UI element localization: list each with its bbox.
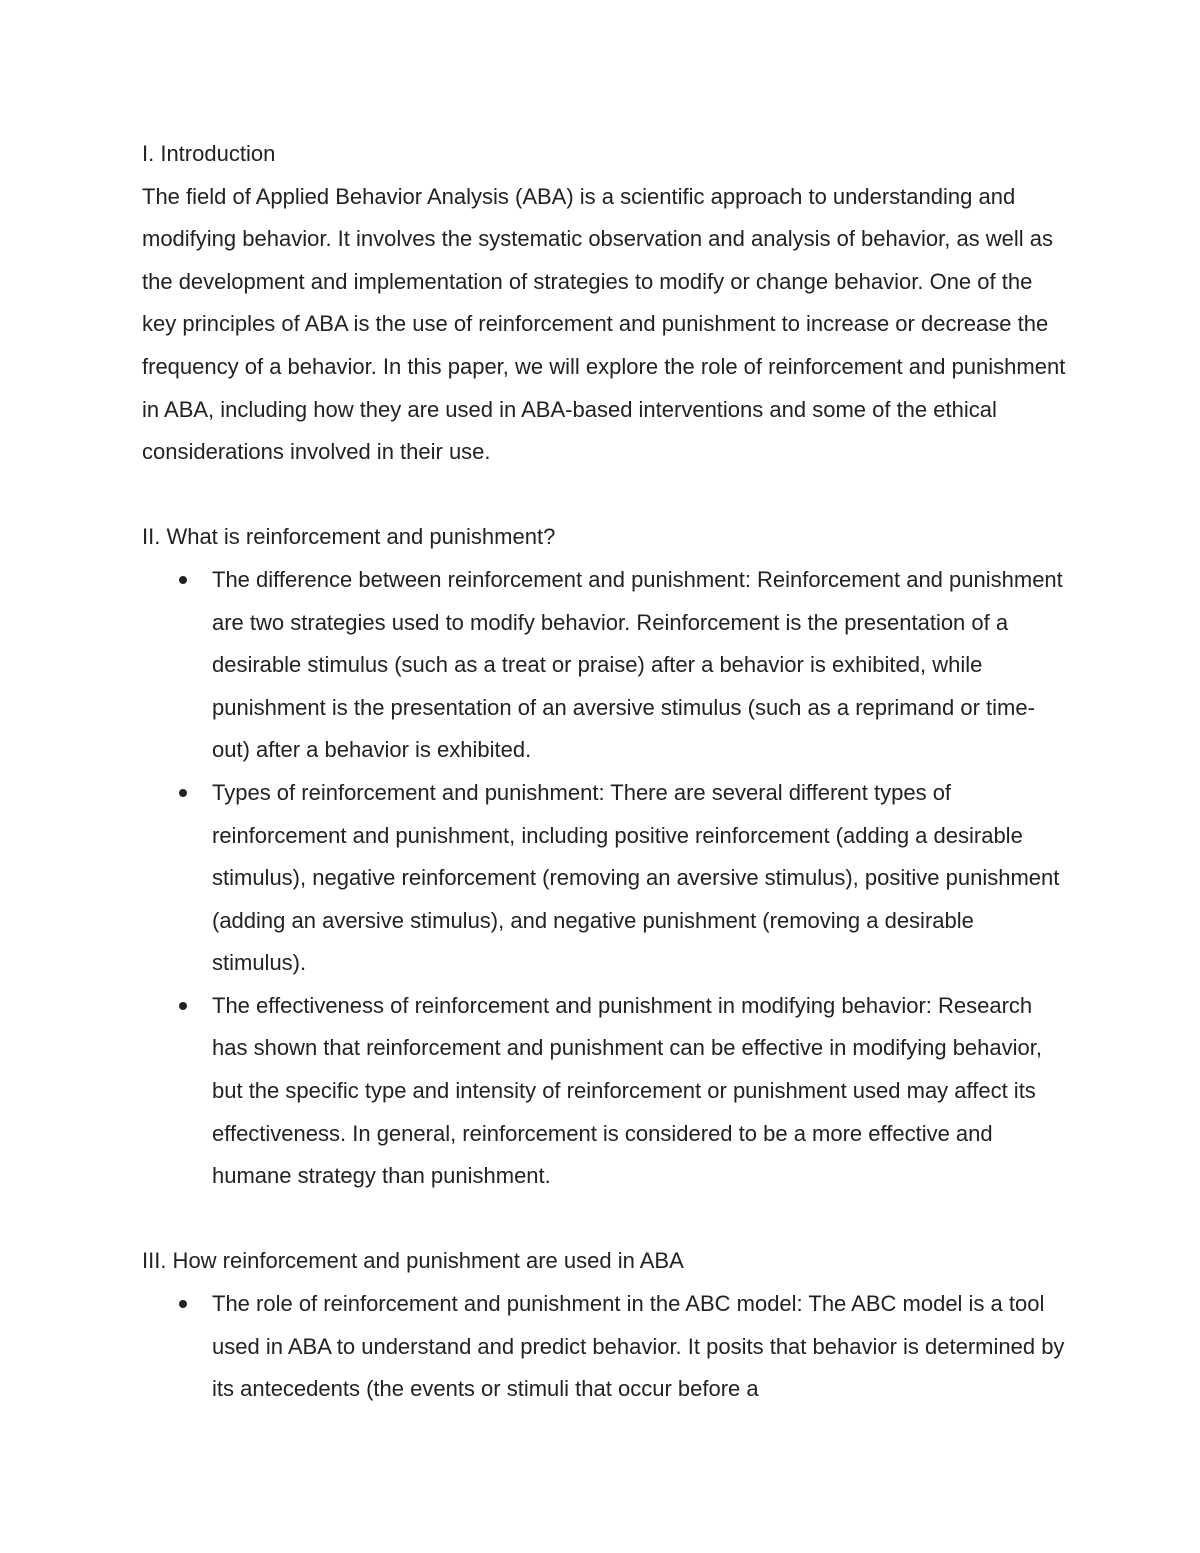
bullet-icon: [179, 1300, 187, 1308]
section-introduction: [142, 133, 1067, 474]
list-item-text: Types of reinforcement and punishment: There are several different types of reinforcement and punishment, including positive reinforcement (adding a desirable stimulus), negative reinforcement (removing an aversive stimulus), positive punishment (adding an aversive stimulus), and negative punishment (removing a desirable stimulus).: [212, 779, 1060, 976]
list-item: [142, 559, 1067, 772]
list-item-text: The difference between reinforcement and punishment: Reinforcement and punishment are two strategies used to modify behavior. Reinforcement is the presentation of a desirable stimulus (such as a treat or praise) after a behavior is exhibited, while punishment is the presentation of an aversive stimulus (such as a reprimand or time-out) after a behavior is exhibited.: [212, 566, 1063, 763]
section-heading: I. Introduction: [142, 141, 276, 166]
section-heading: II. What is reinforcement and punishment?: [142, 524, 556, 550]
bullet-icon: [179, 1002, 187, 1010]
bullet-list: [142, 1283, 1067, 1411]
list-item-text: The role of reinforcement and punishment in the ABC model: The ABC model is a tool used in ABA to understand and predict behavior. It posits that behavior is determined by its antecedents (the events or stimuli that occur before a: [212, 1291, 1065, 1402]
list-item: [142, 772, 1067, 985]
document-page: [142, 133, 1067, 1411]
bullet-icon: [179, 576, 187, 584]
section-paragraph: The field of Applied Behavior Analysis (ABA) is a scientific approach to understanding and modifying behavior. It involves the systematic observation and analysis of behavior, as well as the development and implementation of strategies to modify or change behavior. One of the key principles of ABA is the use of reinforcement and punishment to increase or decrease the frequency of a behavior. In this paper, we will explore the role of reinforcement and punishment in ABA, including how they are used in ABA-based interventions and some of the ethical considerations involved in their use.: [142, 183, 1066, 465]
bullet-icon: [179, 789, 187, 797]
list-item-text: The effectiveness of reinforcement and punishment in modifying behavior: Research has shown that reinforcement and punishment can be effective in modifying behavior, but the specific type and intensity of reinforcement or punishment used may affect its effectiveness. In general, reinforcement is considered to be a more effective and humane strategy than punishment.: [212, 992, 1042, 1189]
section-heading: III. How reinforcement and punishment are used in ABA: [142, 1248, 684, 1274]
list-item: [142, 985, 1067, 1198]
section-how-used-in-aba: [142, 1240, 1067, 1410]
list-item: [142, 1283, 1067, 1411]
section-what-is-reinforcement: [142, 516, 1067, 1198]
bullet-list: [142, 559, 1067, 1198]
